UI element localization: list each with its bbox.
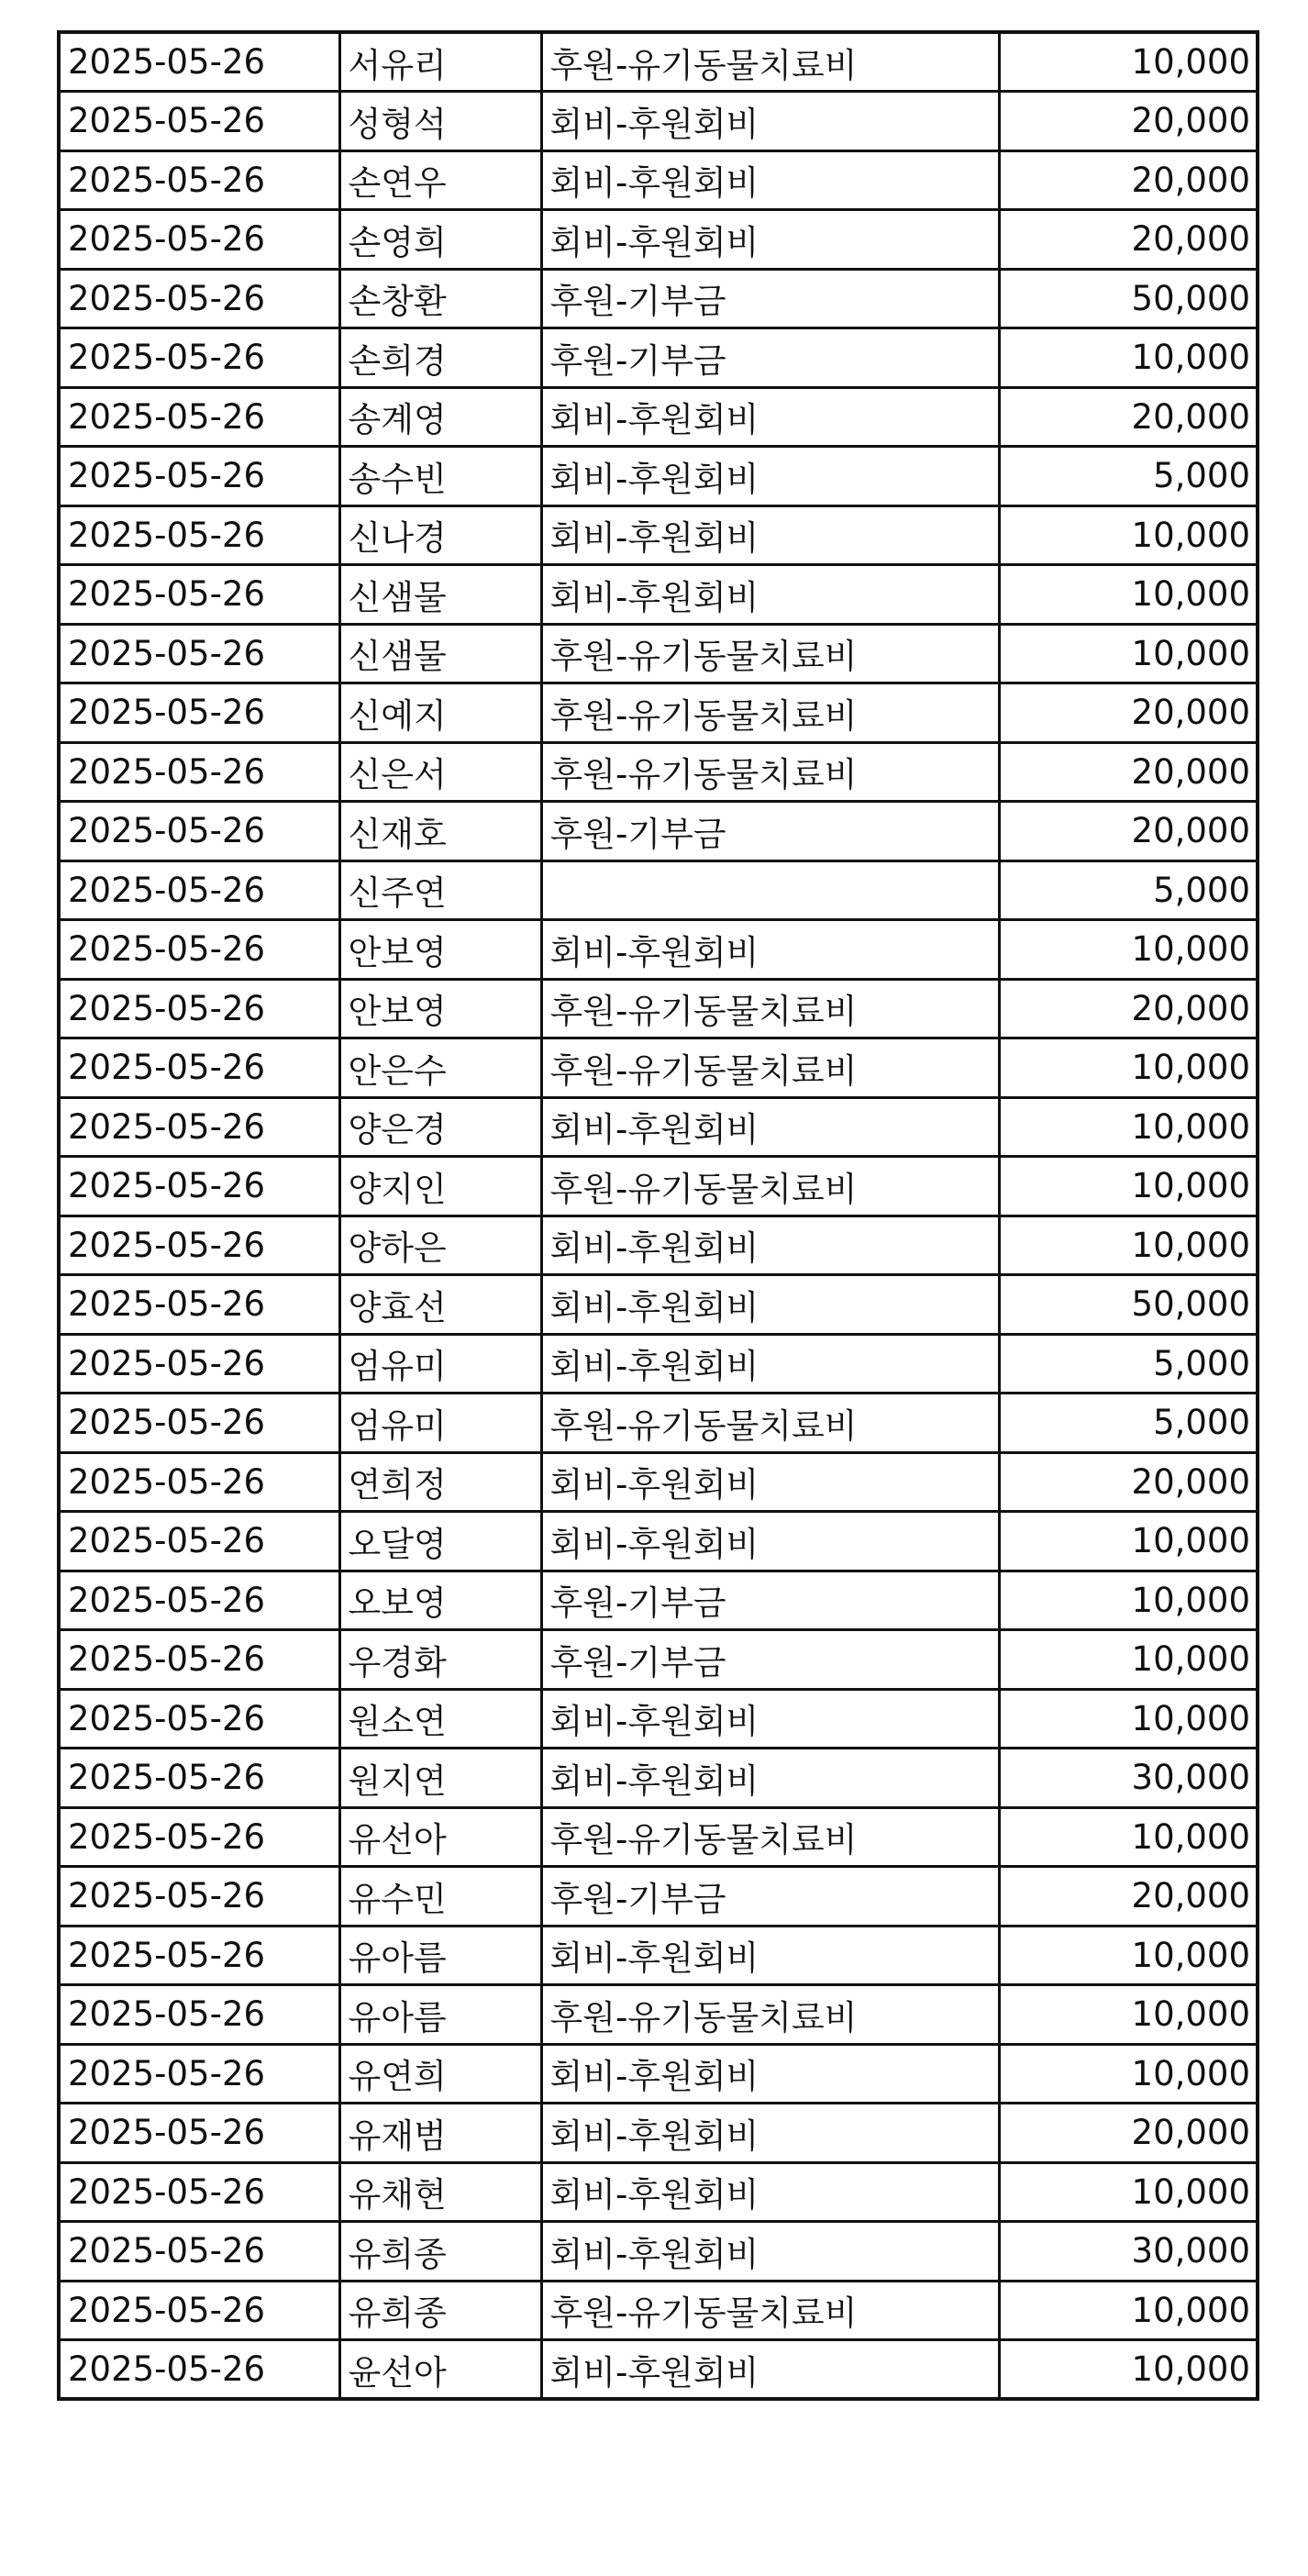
table-row <box>59 2104 1258 2163</box>
table-row <box>59 683 1258 743</box>
table-row <box>59 1749 1258 1808</box>
amount-cell: 10,000 <box>999 1985 1258 2045</box>
date-cell: 2025-05-26 <box>59 2162 339 2222</box>
name-cell: 양은경 <box>339 1097 541 1157</box>
date-cell: 2025-05-26 <box>59 565 339 625</box>
table-row <box>59 1985 1258 2045</box>
name-cell: 오달영 <box>339 1512 541 1571</box>
category-cell: 후원-유기동물치료비 <box>541 1985 999 2045</box>
ledger-body <box>59 32 1258 2399</box>
table-row <box>59 1097 1258 1157</box>
category-cell: 후원-유기동물치료비 <box>541 1038 999 1098</box>
table-row <box>59 742 1258 802</box>
category-cell: 후원-유기동물치료비 <box>541 624 999 683</box>
amount-cell: 10,000 <box>999 1807 1258 1867</box>
category-cell: 회비-후원회비 <box>541 1689 999 1749</box>
amount-cell: 20,000 <box>999 1867 1258 1926</box>
amount-cell: 10,000 <box>999 920 1258 980</box>
table-row <box>59 1867 1258 1926</box>
category-cell: 회비-후원회비 <box>541 2340 999 2400</box>
table-row <box>59 2281 1258 2340</box>
name-cell: 손영희 <box>339 210 541 270</box>
category-cell: 회비-후원회비 <box>541 2044 999 2104</box>
table-row <box>59 1689 1258 1749</box>
name-cell: 원소연 <box>339 1689 541 1749</box>
amount-cell: 20,000 <box>999 210 1258 270</box>
category-cell: 회비-후원회비 <box>541 1216 999 1275</box>
category-cell: 후원-유기동물치료비 <box>541 1393 999 1453</box>
name-cell: 안보영 <box>339 920 541 980</box>
name-cell: 원지연 <box>339 1749 541 1808</box>
name-cell: 신샘물 <box>339 565 541 625</box>
category-cell: 후원-유기동물치료비 <box>541 32 999 92</box>
table-row <box>59 1512 1258 1571</box>
category-cell: 회비-후원회비 <box>541 1452 999 1512</box>
name-cell: 유희종 <box>339 2281 541 2340</box>
category-cell: 후원-기부금 <box>541 328 999 388</box>
amount-cell: 10,000 <box>999 1512 1258 1571</box>
table-row <box>59 565 1258 625</box>
name-cell: 신샘물 <box>339 624 541 683</box>
amount-cell: 10,000 <box>999 624 1258 683</box>
category-cell: 후원-기부금 <box>541 802 999 861</box>
date-cell: 2025-05-26 <box>59 387 339 447</box>
category-cell: 후원-기부금 <box>541 1571 999 1630</box>
table-row <box>59 447 1258 506</box>
category-cell: 후원-유기동물치료비 <box>541 742 999 802</box>
name-cell: 오보영 <box>339 1571 541 1630</box>
amount-cell: 10,000 <box>999 328 1258 388</box>
date-cell: 2025-05-26 <box>59 269 339 328</box>
amount-cell: 10,000 <box>999 2281 1258 2340</box>
amount-cell: 20,000 <box>999 802 1258 861</box>
date-cell: 2025-05-26 <box>59 328 339 388</box>
table-row <box>59 1334 1258 1393</box>
amount-cell: 10,000 <box>999 1630 1258 1690</box>
table-row <box>59 1630 1258 1690</box>
date-cell: 2025-05-26 <box>59 2222 339 2282</box>
amount-cell: 5,000 <box>999 447 1258 506</box>
name-cell: 유채현 <box>339 2162 541 2222</box>
category-cell: 후원-유기동물치료비 <box>541 683 999 743</box>
date-cell: 2025-05-26 <box>59 32 339 92</box>
amount-cell: 10,000 <box>999 2340 1258 2400</box>
amount-cell: 20,000 <box>999 979 1258 1038</box>
name-cell: 엄유미 <box>339 1334 541 1393</box>
date-cell: 2025-05-26 <box>59 2281 339 2340</box>
date-cell: 2025-05-26 <box>59 1985 339 2045</box>
amount-cell: 10,000 <box>999 1571 1258 1630</box>
date-cell: 2025-05-26 <box>59 1807 339 1867</box>
amount-cell: 20,000 <box>999 683 1258 743</box>
name-cell: 엄유미 <box>339 1393 541 1453</box>
date-cell: 2025-05-26 <box>59 2340 339 2400</box>
name-cell: 손창환 <box>339 269 541 328</box>
amount-cell: 10,000 <box>999 1157 1258 1216</box>
table-row <box>59 387 1258 447</box>
category-cell: 후원-기부금 <box>541 1630 999 1690</box>
date-cell: 2025-05-26 <box>59 861 339 920</box>
table-row <box>59 505 1258 565</box>
category-cell: 후원-유기동물치료비 <box>541 1157 999 1216</box>
date-cell: 2025-05-26 <box>59 1512 339 1571</box>
date-cell: 2025-05-26 <box>59 1749 339 1808</box>
table-row <box>59 1038 1258 1098</box>
table-row <box>59 1926 1258 1985</box>
name-cell: 안보영 <box>339 979 541 1038</box>
category-cell: 회비-후원회비 <box>541 505 999 565</box>
amount-cell: 50,000 <box>999 269 1258 328</box>
amount-cell: 50,000 <box>999 1275 1258 1335</box>
name-cell: 유선아 <box>339 1807 541 1867</box>
category-cell: 회비-후원회비 <box>541 2162 999 2222</box>
name-cell: 신나경 <box>339 505 541 565</box>
name-cell: 신재호 <box>339 802 541 861</box>
date-cell: 2025-05-26 <box>59 92 339 151</box>
table-row <box>59 328 1258 388</box>
table-row <box>59 32 1258 92</box>
name-cell: 유아름 <box>339 1985 541 2045</box>
amount-cell: 5,000 <box>999 1393 1258 1453</box>
category-cell: 회비-후원회비 <box>541 92 999 151</box>
amount-cell: 10,000 <box>999 1689 1258 1749</box>
name-cell: 유연희 <box>339 2044 541 2104</box>
amount-cell: 20,000 <box>999 1452 1258 1512</box>
amount-cell: 30,000 <box>999 2222 1258 2282</box>
category-cell <box>541 861 999 920</box>
category-cell: 회비-후원회비 <box>541 1097 999 1157</box>
amount-cell: 10,000 <box>999 565 1258 625</box>
name-cell: 연희정 <box>339 1452 541 1512</box>
category-cell: 회비-후원회비 <box>541 920 999 980</box>
category-cell: 후원-유기동물치료비 <box>541 979 999 1038</box>
amount-cell: 10,000 <box>999 1926 1258 1985</box>
date-cell: 2025-05-26 <box>59 920 339 980</box>
table-row <box>59 2340 1258 2400</box>
name-cell: 송계영 <box>339 387 541 447</box>
amount-cell: 20,000 <box>999 742 1258 802</box>
date-cell: 2025-05-26 <box>59 802 339 861</box>
table-row <box>59 1807 1258 1867</box>
amount-cell: 20,000 <box>999 2104 1258 2163</box>
name-cell: 윤선아 <box>339 2340 541 2400</box>
amount-cell: 5,000 <box>999 861 1258 920</box>
date-cell: 2025-05-26 <box>59 742 339 802</box>
category-cell: 회비-후원회비 <box>541 2222 999 2282</box>
date-cell: 2025-05-26 <box>59 210 339 270</box>
table-row <box>59 1452 1258 1512</box>
table-row <box>59 920 1258 980</box>
date-cell: 2025-05-26 <box>59 979 339 1038</box>
date-cell: 2025-05-26 <box>59 447 339 506</box>
name-cell: 양지인 <box>339 1157 541 1216</box>
table-row <box>59 861 1258 920</box>
category-cell: 회비-후원회비 <box>541 1334 999 1393</box>
name-cell: 유재범 <box>339 2104 541 2163</box>
category-cell: 회비-후원회비 <box>541 447 999 506</box>
amount-cell: 10,000 <box>999 505 1258 565</box>
amount-cell: 20,000 <box>999 387 1258 447</box>
name-cell: 손희경 <box>339 328 541 388</box>
name-cell: 양효선 <box>339 1275 541 1335</box>
name-cell: 안은수 <box>339 1038 541 1098</box>
category-cell: 회비-후원회비 <box>541 1749 999 1808</box>
name-cell: 성형석 <box>339 92 541 151</box>
amount-cell: 10,000 <box>999 1038 1258 1098</box>
table-row <box>59 269 1258 328</box>
table-row <box>59 92 1258 151</box>
table-row <box>59 2162 1258 2222</box>
table-row <box>59 1275 1258 1335</box>
name-cell: 신은서 <box>339 742 541 802</box>
amount-cell: 10,000 <box>999 32 1258 92</box>
name-cell: 양하은 <box>339 1216 541 1275</box>
date-cell: 2025-05-26 <box>59 1452 339 1512</box>
date-cell: 2025-05-26 <box>59 1275 339 1335</box>
table-row <box>59 1393 1258 1453</box>
table-row <box>59 2044 1258 2104</box>
date-cell: 2025-05-26 <box>59 1038 339 1098</box>
date-cell: 2025-05-26 <box>59 1334 339 1393</box>
date-cell: 2025-05-26 <box>59 1630 339 1690</box>
category-cell: 회비-후원회비 <box>541 210 999 270</box>
category-cell: 회비-후원회비 <box>541 565 999 625</box>
date-cell: 2025-05-26 <box>59 1393 339 1453</box>
category-cell: 회비-후원회비 <box>541 1512 999 1571</box>
category-cell: 후원-기부금 <box>541 269 999 328</box>
date-cell: 2025-05-26 <box>59 2044 339 2104</box>
category-cell: 회비-후원회비 <box>541 1926 999 1985</box>
amount-cell: 10,000 <box>999 2044 1258 2104</box>
table-row <box>59 2222 1258 2282</box>
date-cell: 2025-05-26 <box>59 1157 339 1216</box>
name-cell: 우경화 <box>339 1630 541 1690</box>
amount-cell: 10,000 <box>999 1216 1258 1275</box>
category-cell: 회비-후원회비 <box>541 150 999 210</box>
name-cell: 신예지 <box>339 683 541 743</box>
name-cell: 송수빈 <box>339 447 541 506</box>
name-cell: 신주연 <box>339 861 541 920</box>
name-cell: 서유리 <box>339 32 541 92</box>
date-cell: 2025-05-26 <box>59 1689 339 1749</box>
date-cell: 2025-05-26 <box>59 1097 339 1157</box>
date-cell: 2025-05-26 <box>59 624 339 683</box>
date-cell: 2025-05-26 <box>59 683 339 743</box>
amount-cell: 10,000 <box>999 2162 1258 2222</box>
category-cell: 후원-기부금 <box>541 1867 999 1926</box>
date-cell: 2025-05-26 <box>59 1571 339 1630</box>
category-cell: 회비-후원회비 <box>541 387 999 447</box>
category-cell: 후원-유기동물치료비 <box>541 1807 999 1867</box>
table-row <box>59 802 1258 861</box>
table-row <box>59 150 1258 210</box>
amount-cell: 20,000 <box>999 92 1258 151</box>
category-cell: 회비-후원회비 <box>541 1275 999 1335</box>
category-cell: 회비-후원회비 <box>541 2104 999 2163</box>
date-cell: 2025-05-26 <box>59 505 339 565</box>
amount-cell: 20,000 <box>999 150 1258 210</box>
donation-ledger-table <box>57 30 1259 2401</box>
date-cell: 2025-05-26 <box>59 2104 339 2163</box>
name-cell: 유수민 <box>339 1867 541 1926</box>
date-cell: 2025-05-26 <box>59 150 339 210</box>
name-cell: 손연우 <box>339 150 541 210</box>
table-row <box>59 979 1258 1038</box>
name-cell: 유희종 <box>339 2222 541 2282</box>
category-cell: 후원-유기동물치료비 <box>541 2281 999 2340</box>
amount-cell: 5,000 <box>999 1334 1258 1393</box>
table-row <box>59 1216 1258 1275</box>
table-row <box>59 1157 1258 1216</box>
amount-cell: 10,000 <box>999 1097 1258 1157</box>
table-row <box>59 1571 1258 1630</box>
table-row <box>59 624 1258 683</box>
date-cell: 2025-05-26 <box>59 1867 339 1926</box>
date-cell: 2025-05-26 <box>59 1926 339 1985</box>
name-cell: 유아름 <box>339 1926 541 1985</box>
table-row <box>59 210 1258 270</box>
amount-cell: 30,000 <box>999 1749 1258 1808</box>
date-cell: 2025-05-26 <box>59 1216 339 1275</box>
